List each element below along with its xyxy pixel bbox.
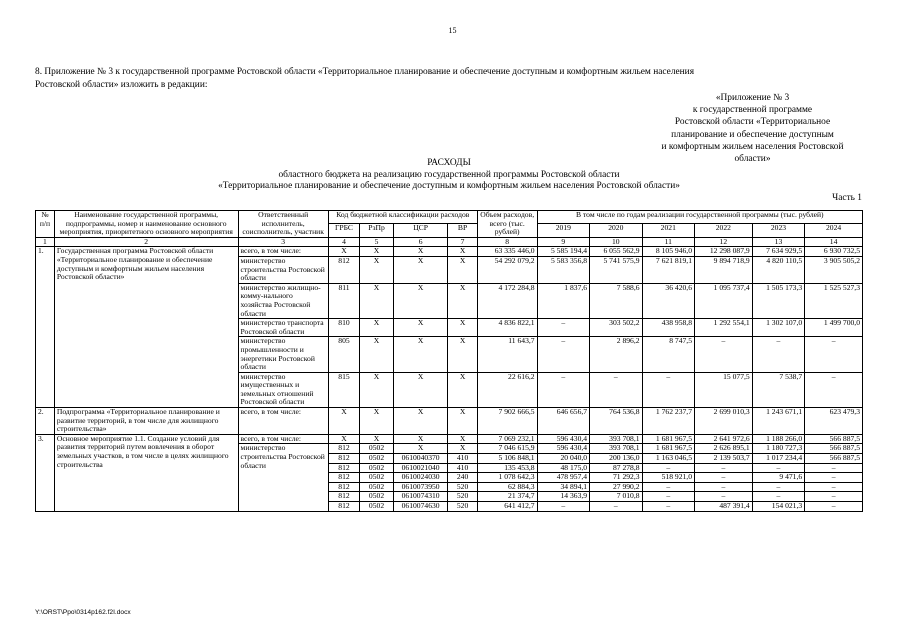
cell-csr: Х	[393, 444, 448, 454]
part-label: Часть 1	[832, 193, 862, 203]
cell-year: 3 905 505,2	[805, 256, 863, 283]
column-number: 10	[590, 237, 642, 247]
cell-csr: Х	[393, 434, 448, 444]
cell-year: –	[805, 372, 863, 407]
header-volume: Объем расходов, всего (тыс. рублей)	[477, 211, 537, 238]
row-number: 1.	[36, 247, 55, 408]
cell-vr: 410	[448, 463, 477, 473]
cell-csr: 0610040370	[393, 454, 448, 464]
header-vr: ВР	[448, 224, 477, 237]
cell-year: 5 583 356,8	[537, 256, 589, 283]
cell-csr: Х	[393, 256, 448, 283]
cell-year: 487 391,4	[695, 502, 753, 512]
cell-year: 20 040,0	[537, 454, 589, 464]
cell-year: 566 887,5	[805, 454, 863, 464]
cell-vr: 240	[448, 473, 477, 483]
cell-year: 566 887,5	[805, 434, 863, 444]
header-no: № п/п	[36, 211, 55, 238]
column-number: 14	[805, 237, 863, 247]
cell-year: 646 656,7	[537, 408, 589, 435]
cell-total: 54 292 079,2	[477, 256, 537, 283]
cell-year: –	[642, 492, 694, 502]
cell-grbs: 812	[328, 454, 359, 464]
intro-line: Ростовской области» изложить в редакции:	[35, 79, 208, 90]
cell-vr: Х	[448, 408, 477, 435]
cell-year: –	[642, 372, 694, 407]
cell-rzpr: Х	[360, 256, 394, 283]
row-executor: министерство промышленности и энергетики Ростовской области	[238, 337, 328, 372]
cell-csr: 0610073950	[393, 482, 448, 492]
cell-year: 596 430,4	[537, 434, 589, 444]
cell-year: 1 681 967,5	[642, 434, 694, 444]
cell-year: –	[805, 482, 863, 492]
cell-year: –	[590, 502, 642, 512]
cell-year: –	[752, 492, 804, 502]
cell-vr: Х	[448, 283, 477, 318]
row-executor: министерство строительства Ростовской области	[238, 444, 328, 511]
cell-year: 478 957,4	[537, 473, 589, 483]
cell-vr: 410	[448, 454, 477, 464]
appendix-line: к государственной программе	[692, 105, 813, 116]
cell-csr: Х	[393, 247, 448, 257]
header-by-year: В том числе по годам реализации государственной программы (тыс. рублей)	[537, 211, 862, 224]
cell-rzpr: 0502	[360, 444, 394, 454]
appendix-line: «Приложение № 3	[715, 93, 790, 103]
cell-year: –	[752, 482, 804, 492]
header-year: 2020	[590, 224, 642, 237]
cell-csr: Х	[393, 408, 448, 435]
cell-rzpr: 0502	[360, 502, 394, 512]
cell-year: 36 420,6	[642, 283, 694, 318]
header-grbs: ГРБС	[328, 224, 359, 237]
cell-year: 6 055 562,9	[590, 247, 642, 257]
cell-year: 623 479,3	[805, 408, 863, 435]
cell-vr: 520	[448, 492, 477, 502]
cell-grbs: Х	[328, 247, 359, 257]
header-rzpr: РзПр	[360, 224, 394, 237]
page-number: 15	[448, 26, 457, 35]
appendix-line: и комфортным жильем населения Ростовской области»	[661, 141, 844, 165]
cell-total: 4 836 822,1	[477, 319, 537, 337]
cell-total: 63 335 446,0	[477, 247, 537, 257]
cell-year: 393 708,1	[590, 434, 642, 444]
cell-year: –	[805, 463, 863, 473]
cell-rzpr: Х	[360, 247, 394, 257]
cell-year: –	[537, 502, 589, 512]
cell-grbs: Х	[328, 408, 359, 435]
cell-year: 393 708,1	[590, 444, 642, 454]
cell-vr: 520	[448, 482, 477, 492]
cell-year: 4 820 110,5	[752, 256, 804, 283]
column-number: 13	[752, 237, 804, 247]
intro-line: 8. Приложение № 3 к государственной программе Ростовской области «Территориальное планирование и обеспечение доступным и комфортным жильем населения	[35, 67, 695, 77]
cell-grbs: 815	[328, 372, 359, 407]
title-heading: РАСХОДЫ	[427, 158, 471, 168]
header-year: 2019	[537, 224, 589, 237]
cell-csr: Х	[393, 337, 448, 372]
cell-vr: Х	[448, 444, 477, 454]
cell-year: 9 894 718,9	[695, 256, 753, 283]
cell-total: 62 884,3	[477, 482, 537, 492]
cell-csr: Х	[393, 283, 448, 318]
cell-grbs: 811	[328, 283, 359, 318]
row-executor: министерство жилищно-комму-нального хозяйства Ростовской области	[238, 283, 328, 318]
table-row	[36, 408, 863, 435]
cell-year: –	[642, 463, 694, 473]
cell-year: 1 095 737,4	[695, 283, 753, 318]
cell-total: 21 374,7	[477, 492, 537, 502]
cell-year: 154 021,3	[752, 502, 804, 512]
cell-vr: Х	[448, 337, 477, 372]
cell-year: –	[695, 473, 753, 483]
column-number: 9	[537, 237, 589, 247]
cell-total: 22 616,2	[477, 372, 537, 407]
document-title	[35, 158, 863, 193]
cell-grbs: 812	[328, 492, 359, 502]
appendix-line: планирование и обеспечение доступным	[671, 129, 834, 140]
cell-total: 7 902 666,5	[477, 408, 537, 435]
cell-year: 7 010,8	[590, 492, 642, 502]
cell-year: 1 017 234,4	[752, 454, 804, 464]
cell-year: 48 175,0	[537, 463, 589, 473]
column-number: 6	[393, 237, 448, 247]
row-number: 3.	[36, 434, 55, 511]
expenses-table	[35, 210, 863, 512]
cell-total: 4 172 284,8	[477, 283, 537, 318]
cell-rzpr: 0502	[360, 482, 394, 492]
cell-year: –	[695, 463, 753, 473]
cell-csr: 0610024030	[393, 473, 448, 483]
cell-rzpr: Х	[360, 319, 394, 337]
cell-year: 1 188 266,0	[752, 434, 804, 444]
column-number: 7	[448, 237, 477, 247]
column-number: 12	[695, 237, 753, 247]
cell-vr: Х	[448, 434, 477, 444]
cell-total: 11 643,7	[477, 337, 537, 372]
cell-year: 1 525 527,3	[805, 283, 863, 318]
cell-year: 7 621 819,1	[642, 256, 694, 283]
cell-year: –	[805, 502, 863, 512]
cell-year: 596 430,4	[537, 444, 589, 454]
cell-year: 71 292,3	[590, 473, 642, 483]
cell-vr: Х	[448, 372, 477, 407]
header-budget-code: Код бюджетной классификации расходов	[328, 211, 477, 224]
cell-year: 12 298 087,9	[695, 247, 753, 257]
cell-vr: Х	[448, 256, 477, 283]
cell-rzpr: Х	[360, 434, 394, 444]
header-year: 2023	[752, 224, 804, 237]
cell-grbs: 812	[328, 256, 359, 283]
appendix-line: Ростовской области «Территориальное	[674, 117, 831, 128]
cell-year: 2 626 895,1	[695, 444, 753, 454]
cell-year: 200 136,0	[590, 454, 642, 464]
column-number: 8	[477, 237, 537, 247]
cell-year: 7 538,7	[752, 372, 804, 407]
cell-year: –	[642, 502, 694, 512]
cell-grbs: 812	[328, 502, 359, 512]
cell-year: –	[805, 473, 863, 483]
cell-csr: 0610074310	[393, 492, 448, 502]
cell-grbs: 812	[328, 482, 359, 492]
cell-rzpr: 0502	[360, 492, 394, 502]
cell-total: 7 046 615,9	[477, 444, 537, 454]
column-number: 4	[328, 237, 359, 247]
cell-year: 2 699 010,3	[695, 408, 753, 435]
file-path-footer: Y:\ORST\Ppo\0314p162.f2I.docx	[35, 609, 131, 616]
cell-year: 34 894,1	[537, 482, 589, 492]
row-executor: министерство строительства Ростовской области	[238, 256, 328, 283]
cell-year: 566 887,5	[805, 444, 863, 454]
cell-year: –	[805, 492, 863, 502]
cell-grbs: 812	[328, 473, 359, 483]
title-line: областного бюджета на реализацию государственной программы Ростовской области	[278, 169, 620, 180]
appendix-caption	[645, 92, 860, 165]
cell-year: 1 837,6	[537, 283, 589, 318]
cell-vr: Х	[448, 247, 477, 257]
cell-year: 87 278,8	[590, 463, 642, 473]
cell-csr: Х	[393, 319, 448, 337]
row-number: 2.	[36, 408, 55, 435]
cell-rzpr: 0502	[360, 463, 394, 473]
cell-year: –	[590, 372, 642, 407]
cell-total: 641 412,7	[477, 502, 537, 512]
cell-year: –	[642, 482, 694, 492]
cell-grbs: 805	[328, 337, 359, 372]
header-row	[36, 211, 863, 224]
cell-grbs: 810	[328, 319, 359, 337]
cell-year: 8 105 946,0	[642, 247, 694, 257]
cell-year: 764 536,8	[590, 408, 642, 435]
cell-year: –	[695, 492, 753, 502]
cell-year: 9 471,6	[752, 473, 804, 483]
cell-year: 8 747,5	[642, 337, 694, 372]
cell-rzpr: Х	[360, 408, 394, 435]
cell-csr: 0610021040	[393, 463, 448, 473]
cell-year: 5 741 575,9	[590, 256, 642, 283]
cell-total: 135 453,8	[477, 463, 537, 473]
cell-year: 2 139 503,7	[695, 454, 753, 464]
cell-year: 438 958,8	[642, 319, 694, 337]
header-year: 2024	[805, 224, 863, 237]
cell-vr: 520	[448, 502, 477, 512]
cell-rzpr: 0502	[360, 454, 394, 464]
cell-total: 1 078 642,3	[477, 473, 537, 483]
cell-csr: 0610074630	[393, 502, 448, 512]
cell-year: –	[752, 337, 804, 372]
cell-rzpr: Х	[360, 337, 394, 372]
column-number: 3	[238, 237, 328, 247]
cell-vr: Х	[448, 319, 477, 337]
cell-year: 6 930 732,5	[805, 247, 863, 257]
cell-year: 2 896,2	[590, 337, 642, 372]
cell-year: 1 762 237,7	[642, 408, 694, 435]
cell-year: 1 292 554,1	[695, 319, 753, 337]
cell-year: 27 990,2	[590, 482, 642, 492]
column-number: 11	[642, 237, 694, 247]
row-name: Подпрограмма «Территориальное планирование и развитие территорий, в том числе для жилищного строительства»	[54, 408, 238, 435]
cell-total: 7 069 232,1	[477, 434, 537, 444]
cell-year: 7 634 929,5	[752, 247, 804, 257]
header-executor: Ответственный исполнитель, соисполнитель, участник	[238, 211, 328, 238]
cell-year: 303 502,2	[590, 319, 642, 337]
cell-year: 1 243 671,1	[752, 408, 804, 435]
cell-grbs: 812	[328, 463, 359, 473]
cell-total: 5 106 848,1	[477, 454, 537, 464]
cell-year: –	[695, 337, 753, 372]
column-number: 5	[360, 237, 394, 247]
cell-year: 14 363,9	[537, 492, 589, 502]
cell-grbs: 812	[328, 444, 359, 454]
row-name: Основное мероприятие 1.1. Создание условий для развития территорий путем вовлечения в оборот земельных участков, в том числе в целях жилищного строительства	[54, 434, 238, 511]
cell-year: 518 921,0	[642, 473, 694, 483]
cell-year: –	[537, 337, 589, 372]
header-csr: ЦСР	[393, 224, 448, 237]
cell-year: –	[752, 463, 804, 473]
column-number: 2	[54, 237, 238, 247]
cell-year: 5 585 194,4	[537, 247, 589, 257]
cell-csr: Х	[393, 372, 448, 407]
cell-year: 1 499 700,0	[805, 319, 863, 337]
cell-rzpr: Х	[360, 283, 394, 318]
cell-year: 1 681 967,5	[642, 444, 694, 454]
cell-year: –	[537, 319, 589, 337]
row-executor: всего, в том числе:	[238, 247, 328, 257]
row-executor: всего, в том числе:	[238, 434, 328, 444]
intro-paragraph	[35, 66, 863, 91]
cell-rzpr: 0502	[360, 473, 394, 483]
title-line: «Территориальное планирование и обеспечение доступным и комфортным жильем населения Ростовской области»	[218, 181, 680, 191]
row-executor: министерство транспорта Ростовской области	[238, 319, 328, 337]
cell-year: –	[805, 337, 863, 372]
cell-grbs: Х	[328, 434, 359, 444]
cell-year: 7 588,6	[590, 283, 642, 318]
row-name: Государственная программа Ростовской области «Территориальное планирование и обеспечение доступным и комфортным жильем населения Ростовской области»	[54, 247, 238, 408]
cell-year: 15 077,5	[695, 372, 753, 407]
row-executor: министерство имущественных и земельных отношений Ростовской области	[238, 372, 328, 407]
header-year: 2021	[642, 224, 694, 237]
cell-year: 1 505 173,3	[752, 283, 804, 318]
row-executor: всего, в том числе:	[238, 408, 328, 435]
cell-year: –	[537, 372, 589, 407]
cell-year: 1 180 727,3	[752, 444, 804, 454]
cell-rzpr: Х	[360, 372, 394, 407]
cell-year: 1 163 046,5	[642, 454, 694, 464]
column-number: 1	[36, 237, 55, 247]
cell-year: –	[695, 482, 753, 492]
header-year: 2022	[695, 224, 753, 237]
cell-year: 2 641 972,6	[695, 434, 753, 444]
header-name: Наименование государственной программы, подпрограммы, номер и наименование основного мероприятия, приоритетного основного мероприятия	[54, 211, 238, 238]
cell-year: 1 302 107,0	[752, 319, 804, 337]
